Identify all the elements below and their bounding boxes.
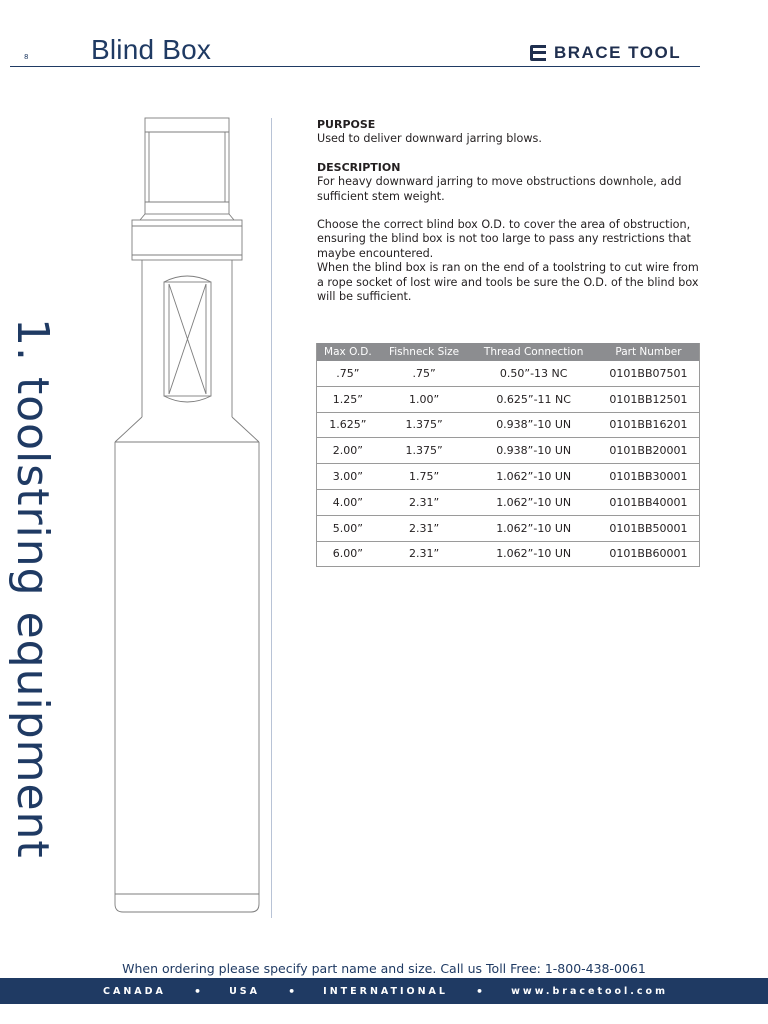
part-number-cell: 0101BB40001: [598, 489, 700, 515]
part-number-cell: 0101BB30001: [598, 464, 700, 490]
max-od-cell: 1.25”: [317, 386, 379, 412]
table-row: [317, 515, 700, 541]
thread-connection-cell: 0.938”-10 UN: [469, 438, 598, 464]
purpose-heading: PURPOSE: [317, 118, 376, 131]
thread-connection-cell: 1.062”-10 UN: [469, 541, 598, 567]
fishneck-size-cell: 1.375”: [379, 438, 470, 464]
footer-link-usa[interactable]: USA: [229, 985, 260, 997]
max-od-cell: 3.00”: [317, 464, 379, 490]
max-od-cell: 4.00”: [317, 489, 379, 515]
part-number-cell: 0101BB12501: [598, 386, 700, 412]
description-paragraph: Choose the correct blind box O.D. to cover the area of obstruction, ensuring the blind box is not too large to pass any restrictions that maybe encountered.: [317, 218, 691, 260]
vertical-divider: [271, 118, 272, 918]
max-od-cell: 2.00”: [317, 438, 379, 464]
thread-connection-cell: 0.50”-13 NC: [469, 361, 598, 386]
table-row: [317, 489, 700, 515]
brace-logo-icon: [528, 44, 548, 62]
column-header: Thread Connection: [469, 343, 598, 361]
footer-separator: •: [193, 984, 201, 998]
table-row: [317, 438, 700, 464]
table-header-row: [317, 343, 700, 361]
column-header: Fishneck Size: [379, 343, 470, 361]
purpose-text: Used to deliver downward jarring blows.: [317, 132, 542, 146]
description-heading: DESCRIPTION: [317, 160, 401, 174]
footer-separator: •: [476, 984, 484, 998]
brand-logo: [528, 43, 681, 63]
page-title: Blind Box: [91, 34, 212, 65]
thread-connection-cell: 0.938”-10 UN: [469, 412, 598, 438]
table-row: [317, 464, 700, 490]
fishneck-size-cell: 2.31”: [379, 489, 470, 515]
table-row: [317, 541, 700, 567]
description-paragraph: For heavy downward jarring to move obstructions downhole, add sufficient stem weight.: [317, 175, 682, 203]
fishneck-size-cell: 1.75”: [379, 464, 470, 490]
description-paragraph: When the blind box is ran on the end of a toolstring to cut wire from a rope socket of lost wire and tools be sure the O.D. of the blind box will be sufficient.: [317, 261, 699, 304]
footer-link-website[interactable]: www.bracetool.com: [511, 985, 668, 997]
thread-connection-cell: 1.062”-10 UN: [469, 464, 598, 490]
part-number-cell: 0101BB20001: [598, 438, 700, 464]
table-row: [317, 412, 700, 438]
part-number-cell: 0101BB60001: [598, 541, 700, 567]
fishneck-size-cell: 2.31”: [379, 541, 470, 567]
fishneck-size-cell: 1.00”: [379, 386, 470, 412]
max-od-cell: 6.00”: [317, 541, 379, 567]
column-header: Max O.D.: [317, 343, 379, 361]
max-od-cell: .75”: [317, 361, 379, 386]
table-row: [317, 386, 700, 412]
column-header: Part Number: [598, 343, 700, 361]
product-description: [317, 118, 707, 304]
max-od-cell: 5.00”: [317, 515, 379, 541]
fishneck-size-cell: 1.375”: [379, 412, 470, 438]
part-number-cell: 0101BB16201: [598, 412, 700, 438]
footer-link-canada[interactable]: CANADA: [103, 985, 166, 997]
ordering-note: When ordering please specify part name and size. Call us Toll Free: 1-800-438-0061: [122, 961, 646, 976]
specification-table: [316, 343, 700, 567]
header-rule: [10, 66, 700, 67]
section-side-title: 1. toolstring equipment: [7, 318, 58, 859]
fishneck-size-cell: 2.31”: [379, 515, 470, 541]
footer-link-international[interactable]: INTERNATIONAL: [323, 985, 448, 997]
max-od-cell: 1.625”: [317, 412, 379, 438]
part-number-cell: 0101BB50001: [598, 515, 700, 541]
page-number: 8: [24, 53, 29, 61]
thread-connection-cell: 1.062”-10 UN: [469, 515, 598, 541]
footer-separator: •: [288, 984, 296, 998]
fishneck-size-cell: .75”: [379, 361, 470, 386]
footer-bar: [0, 978, 768, 1004]
thread-connection-cell: 1.062”-10 UN: [469, 489, 598, 515]
table-row: [317, 361, 700, 386]
part-number-cell: 0101BB07501: [598, 361, 700, 386]
thread-connection-cell: 0.625”-11 NC: [469, 386, 598, 412]
blind-box-drawing: [108, 112, 268, 922]
logo-text: BRACE TOOL: [554, 43, 682, 62]
